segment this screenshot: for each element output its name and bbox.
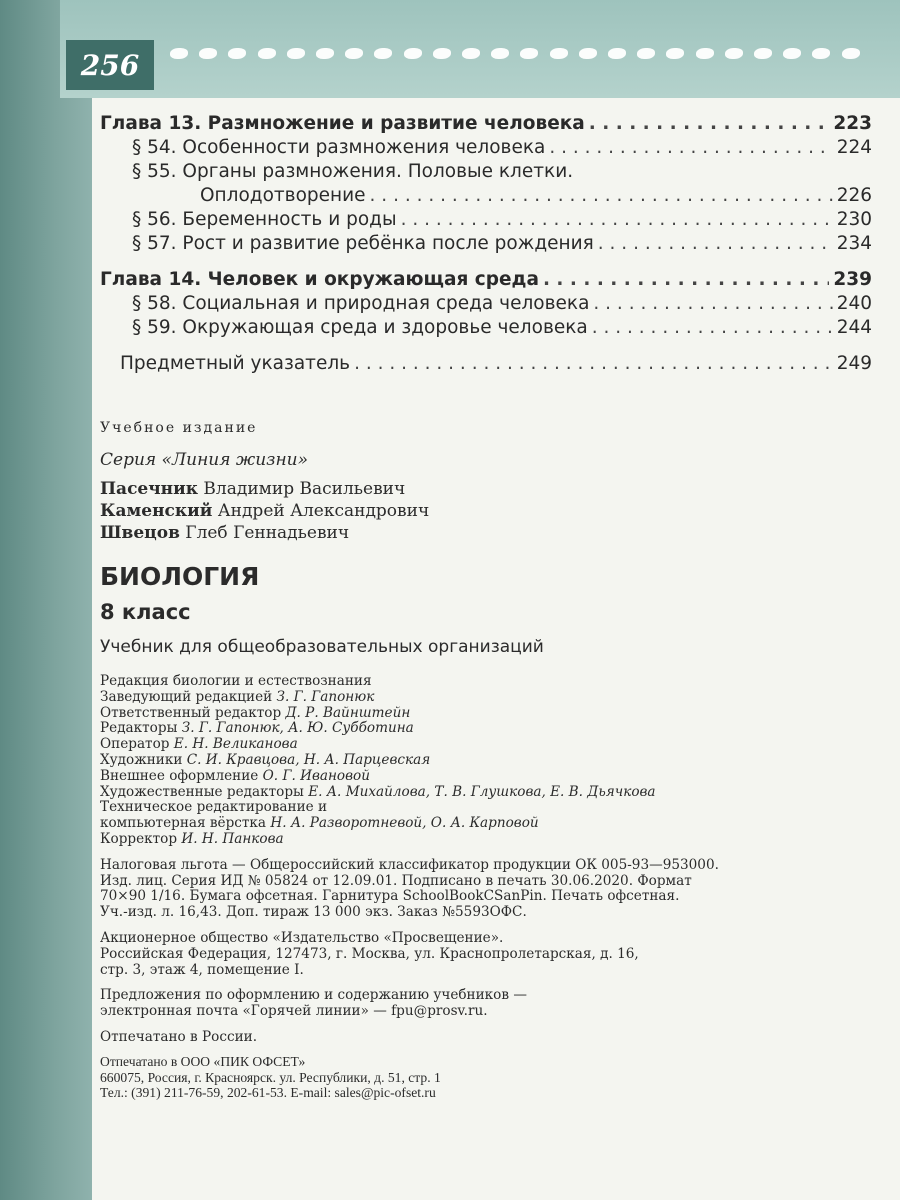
staff-line <box>100 721 880 737</box>
toc-entry-title: § 59. Окружающая среда и здоровье человека <box>132 317 588 338</box>
feedback-line: электронная почта «Горячей линии» — fpu@prosv.ru. <box>100 1003 488 1020</box>
animal-icon <box>842 48 860 59</box>
toc-entry <box>100 208 872 232</box>
staff-line <box>100 785 880 801</box>
toc-entry <box>100 136 872 160</box>
staff-line <box>100 769 880 785</box>
toc-entry-title: Оплодотворение <box>200 185 366 206</box>
animal-icon <box>374 48 392 59</box>
animal-icon <box>637 48 655 59</box>
toc-entry-title: § 55. Органы размножения. Половые клетки. <box>132 161 574 182</box>
staff-role: Художественные редакторы <box>100 783 309 800</box>
staff-person: Е. Н. Великанова <box>173 736 298 753</box>
author <box>100 522 880 544</box>
animal-icon <box>579 48 597 59</box>
staff-person: Н. А. Разворотневой, О. А. Карповой <box>270 815 539 832</box>
printed-in: Отпечатано в России. <box>100 1028 258 1045</box>
page-number: 256 <box>66 40 154 90</box>
toc-entry-title: § 57. Рост и развитие ребёнка после рождения <box>132 233 594 254</box>
animal-icon <box>199 48 217 59</box>
toc-entry-title: Глава 14. Человек и окружающая среда <box>100 269 539 290</box>
toc-entry-title: § 58. Социальная и природная среда человека <box>132 293 590 314</box>
toc-leader-dots <box>589 112 830 136</box>
toc-entry-page: 223 <box>833 113 872 134</box>
staff-role: Редакция биологии и естествознания <box>100 673 372 689</box>
author-surname: Швецов <box>100 523 180 543</box>
left-color-band <box>0 0 92 1200</box>
toc-entry <box>100 316 872 340</box>
publisher-line: стр. 3, этаж 4, помещение I. <box>100 961 304 978</box>
animal-icon <box>491 48 509 59</box>
toc-entry-page: 226 <box>836 185 872 206</box>
author-name: Глеб Геннадьевич <box>179 523 350 543</box>
toc-leader-dots <box>598 232 833 256</box>
table-of-contents <box>100 112 872 376</box>
toc-entry <box>100 232 872 256</box>
toc-chapter-entry <box>100 112 872 136</box>
toc-entry-page: 234 <box>836 233 872 254</box>
staff-role: Ответственный редактор <box>100 704 286 721</box>
book-grade: 8 класс <box>100 600 191 624</box>
tax-and-license-info <box>100 858 880 921</box>
animal-icon <box>696 48 714 59</box>
staff-line <box>100 832 880 848</box>
staff-line <box>100 690 880 706</box>
staff-person: Е. А. Михайлова, Т. В. Глушкова, Е. В. Дьячкова <box>308 783 656 800</box>
animal-icon <box>258 48 276 59</box>
toc-entry-title: § 56. Беременность и роды <box>132 209 397 230</box>
animal-icon <box>462 48 480 59</box>
staff-role: Редакторы <box>100 720 182 737</box>
staff-line <box>100 753 880 769</box>
toc-entry-page: 249 <box>836 353 872 374</box>
publisher-line: Российская Федерация, 127473, г. Москва, ул. Краснопролетарская, д. 16, <box>100 945 639 962</box>
staff-person: Д. Р. Вайнштейн <box>285 704 411 721</box>
publisher-info <box>100 931 880 978</box>
animal-icon <box>754 48 772 59</box>
tax-line: Налоговая льгота — Общероссийский классификатор продукции ОК 005-93—953000. <box>100 856 719 873</box>
series-name: Серия «Линия жизни» <box>100 450 308 470</box>
author-name: Владимир Васильевич <box>198 479 406 499</box>
edition-type: Учебное издание <box>100 420 258 436</box>
author <box>100 478 880 500</box>
animal-silhouettes-frieze <box>170 42 860 64</box>
toc-entry-page: 224 <box>836 137 872 158</box>
toc-entry <box>100 160 872 184</box>
animal-icon <box>783 48 801 59</box>
printer-line: 660075, Россия, г. Красноярск. ул. Республики, д. 51, стр. 1 <box>100 1069 441 1085</box>
toc-chapter-entry <box>100 268 872 292</box>
toc-entry-page: 239 <box>833 269 872 290</box>
staff-role: компьютерная вёрстка <box>100 815 271 832</box>
staff-person: О. Г. Ивановой <box>262 767 370 784</box>
staff-role: Заведующий редакцией <box>100 688 277 705</box>
book-subtitle: Учебник для общеобразовательных организаций <box>100 637 544 657</box>
staff-role: Внешнее оформление <box>100 767 263 784</box>
animal-icon <box>520 48 538 59</box>
toc-leader-dots <box>543 268 829 292</box>
toc-leader-dots <box>370 184 833 208</box>
publisher-line: Акционерное общество «Издательство «Просвещение». <box>100 929 504 946</box>
staff-person: З. Г. Гапонюк, А. Ю. Субботина <box>181 720 414 737</box>
toc-entry-page: 240 <box>836 293 872 314</box>
animal-icon <box>287 48 305 59</box>
animal-icon <box>812 48 830 59</box>
animal-icon <box>228 48 246 59</box>
author <box>100 500 880 522</box>
printer-line: Отпечатано в ООО «ПИК ОФСЕТ» <box>100 1053 306 1069</box>
toc-leader-dots <box>592 316 833 340</box>
toc-entry-title: Глава 13. Размножение и развитие человека <box>100 113 585 134</box>
toc-entry <box>100 184 872 208</box>
staff-person: З. Г. Гапонюк <box>276 688 375 705</box>
authors-list <box>100 478 880 544</box>
author-name: Андрей Александрович <box>212 501 430 521</box>
staff-line <box>100 706 880 722</box>
staff-person: И. Н. Панкова <box>181 830 284 847</box>
toc-leader-dots <box>354 352 833 376</box>
tax-line: 70×90 1/16. Бумага офсетная. Гарнитура SchoolBookCSanPin. Печать офсетная. <box>100 888 680 905</box>
animal-icon <box>725 48 743 59</box>
staff-person: С. И. Кравцова, Н. А. Парцевская <box>186 751 431 768</box>
animal-icon <box>666 48 684 59</box>
staff-role: Техническое редактирование и <box>100 799 328 816</box>
animal-icon <box>316 48 334 59</box>
staff-role: Корректор <box>100 830 182 847</box>
book-title: БИОЛОГИЯ <box>100 562 260 591</box>
feedback-info <box>100 988 880 1020</box>
author-surname: Пасечник <box>100 479 199 499</box>
printer-line: Тел.: (391) 211-76-59, 202-61-53. E-mail: sales@pic-ofset.ru <box>100 1085 436 1101</box>
tax-line: Уч.-изд. л. 16,43. Доп. тираж 13 000 экз. Заказ №5593ОФС. <box>100 904 527 921</box>
toc-entry <box>100 352 872 376</box>
toc-entry <box>100 292 872 316</box>
toc-leader-dots <box>401 208 833 232</box>
editorial-staff <box>100 674 880 848</box>
tax-line: Изд. лиц. Серия ИД № 05824 от 12.09.01. Подписано в печать 30.06.2020. Формат <box>100 872 692 889</box>
animal-icon <box>550 48 568 59</box>
staff-line <box>100 816 880 832</box>
animal-icon <box>170 48 188 59</box>
toc-entry-title: Предметный указатель <box>120 353 351 374</box>
colophon <box>100 420 880 1101</box>
toc-entry-page: 230 <box>836 209 872 230</box>
toc-leader-dots <box>549 136 832 160</box>
toc-leader-dots <box>593 292 832 316</box>
staff-role: Оператор <box>100 736 174 753</box>
animal-icon <box>608 48 626 59</box>
author-surname: Каменский <box>100 501 213 521</box>
staff-line <box>100 674 880 690</box>
toc-entry-page: 244 <box>836 317 872 338</box>
staff-line <box>100 737 880 753</box>
staff-line <box>100 800 880 816</box>
printer-info <box>100 1054 880 1101</box>
toc-entry-title: § 54. Особенности размножения человека <box>132 137 546 158</box>
animal-icon <box>404 48 422 59</box>
staff-role: Художники <box>100 751 187 768</box>
animal-icon <box>433 48 451 59</box>
animal-icon <box>345 48 363 59</box>
feedback-line: Предложения по оформлению и содержанию учебников — <box>100 987 527 1004</box>
